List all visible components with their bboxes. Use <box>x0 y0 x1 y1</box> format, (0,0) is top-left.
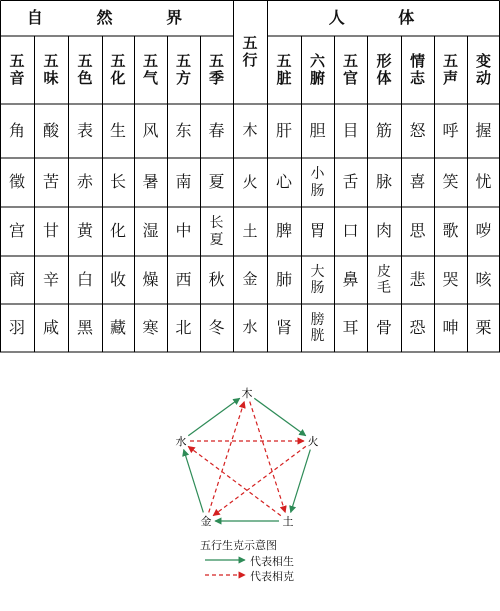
table-cell: 筋 <box>375 120 392 140</box>
diagram-title: 五行生克示意图 <box>200 539 277 552</box>
table-cell: 长 夏 <box>209 215 224 248</box>
table-cell: 苦 <box>42 172 59 192</box>
table-cell: 咳 <box>475 269 492 289</box>
table-cell: 骨 <box>375 317 392 337</box>
table-cell: 栗 <box>475 317 492 337</box>
table-cell: 化 <box>109 221 126 241</box>
element-cell: 水 <box>242 318 258 337</box>
table-cell: 笑 <box>442 172 459 192</box>
generate-arrow-water-wood <box>188 398 239 435</box>
table-cell: 心 <box>275 172 292 192</box>
nature-column-header: 五 色 <box>77 51 93 87</box>
table-cell: 中 <box>175 221 192 241</box>
legend-restrain-label: 代表相克 <box>250 570 294 583</box>
table-cell: 黄 <box>76 221 93 241</box>
human-column-header: 变 动 <box>475 51 491 87</box>
table-cell: 寒 <box>142 317 159 337</box>
human-column-header: 五 官 <box>342 51 358 87</box>
table-cell: 甘 <box>42 221 59 241</box>
table-cell: 哭 <box>442 269 459 289</box>
generating-cycle <box>184 398 311 521</box>
element-nodes <box>176 386 319 528</box>
table-cell: 羽 <box>8 317 25 337</box>
node-metal: 金 <box>200 515 212 528</box>
table-cell: 长 <box>109 172 126 192</box>
nature-column-header: 五 化 <box>110 51 126 87</box>
human-column-header: 情 志 <box>409 51 425 87</box>
table-cell: 口 <box>342 221 359 241</box>
table-cell: 辛 <box>42 269 59 289</box>
table-cell: 脾 <box>275 221 292 241</box>
generate-arrow-wood-fire <box>254 398 305 435</box>
table-cell: 宫 <box>8 221 25 241</box>
nature-column-header: 五 味 <box>43 51 59 87</box>
table-cell: 燥 <box>142 269 159 289</box>
table-cell: 大 肠 <box>310 263 325 296</box>
generate-arrow-fire-earth <box>291 450 311 513</box>
table-cell: 秋 <box>208 269 225 289</box>
table-cell: 耳 <box>342 317 359 337</box>
element-cell: 金 <box>242 270 258 289</box>
element-cell: 木 <box>242 121 258 140</box>
table-cell: 北 <box>175 317 192 337</box>
table-cell: 肉 <box>375 221 392 241</box>
table-cell: 舌 <box>342 172 359 192</box>
table-cell: 恐 <box>409 317 426 337</box>
table-cell: 呼 <box>442 120 459 140</box>
table-cell: 胃 <box>309 221 326 241</box>
element-cell: 火 <box>242 172 258 191</box>
table-cell: 赤 <box>76 172 93 192</box>
table-cell: 肺 <box>275 269 292 289</box>
table-cell: 表 <box>76 120 93 140</box>
node-water: 水 <box>175 435 187 448</box>
table-cell: 湿 <box>142 221 159 241</box>
table-cell: 哕 <box>475 221 492 241</box>
table-cell: 鼻 <box>342 269 359 289</box>
table-cell: 肾 <box>275 317 292 337</box>
table-cell: 小 肠 <box>310 166 325 199</box>
nature-column-header: 五 音 <box>9 51 25 87</box>
table-cell: 酸 <box>42 120 59 140</box>
restraining-cycle <box>188 402 306 516</box>
table-cell: 悲 <box>409 269 426 289</box>
generate-arrow-metal-water <box>184 450 204 513</box>
table-cell: 呻 <box>442 317 459 337</box>
table-cell: 风 <box>142 120 159 140</box>
table-cell: 脉 <box>375 172 392 192</box>
table-cell: 收 <box>109 269 126 289</box>
table-cell: 喜 <box>409 172 426 192</box>
table-cell: 春 <box>208 120 225 140</box>
table-cell: 西 <box>175 269 192 289</box>
table-cell: 角 <box>8 120 25 140</box>
human-column-header: 形 体 <box>376 51 392 87</box>
element-cell: 土 <box>242 221 258 240</box>
human-column-header: 五 声 <box>442 51 458 87</box>
table-cell: 胆 <box>309 120 326 140</box>
node-wood: 木 <box>241 387 253 400</box>
node-fire: 火 <box>307 435 319 448</box>
human-column-header: 五 脏 <box>276 51 292 87</box>
table-cell: 黑 <box>76 317 93 337</box>
table-cell: 怒 <box>409 120 426 140</box>
human-header: 人 体 <box>328 7 439 27</box>
table-cell: 忧 <box>475 172 492 192</box>
table-cell: 暑 <box>142 172 159 192</box>
restrain-arrow-wood-earth <box>250 402 286 513</box>
table-cell: 膀 胱 <box>310 311 325 344</box>
nature-header: 自 然 界 <box>26 7 207 27</box>
table-cell: 藏 <box>109 317 126 337</box>
table-cell: 商 <box>8 269 25 289</box>
wuxing-header: 五 行 <box>242 33 258 69</box>
table-cell: 夏 <box>208 172 225 192</box>
table-cell: 白 <box>76 269 93 289</box>
table-cell: 徵 <box>8 172 25 192</box>
table-cell: 南 <box>175 172 192 192</box>
legend-generate-label: 代表相生 <box>250 555 294 568</box>
table-cell: 思 <box>409 221 426 241</box>
nature-column-header: 五 季 <box>208 51 224 87</box>
nature-column-header: 五 方 <box>175 51 191 87</box>
table-cell: 冬 <box>208 317 225 337</box>
table-cell: 肝 <box>275 120 292 140</box>
table-cell: 咸 <box>42 317 59 337</box>
restrain-arrow-metal-wood <box>209 402 245 513</box>
table-cell: 皮 毛 <box>377 263 391 296</box>
table-cell: 握 <box>475 120 492 140</box>
table-cell: 歌 <box>442 221 459 241</box>
table-cell: 目 <box>342 120 359 140</box>
table-cell: 生 <box>109 120 126 140</box>
human-column-header: 六 腑 <box>309 51 325 87</box>
table-cell: 东 <box>175 120 192 140</box>
nature-column-header: 五 气 <box>142 51 158 87</box>
node-earth: 土 <box>282 515 294 528</box>
